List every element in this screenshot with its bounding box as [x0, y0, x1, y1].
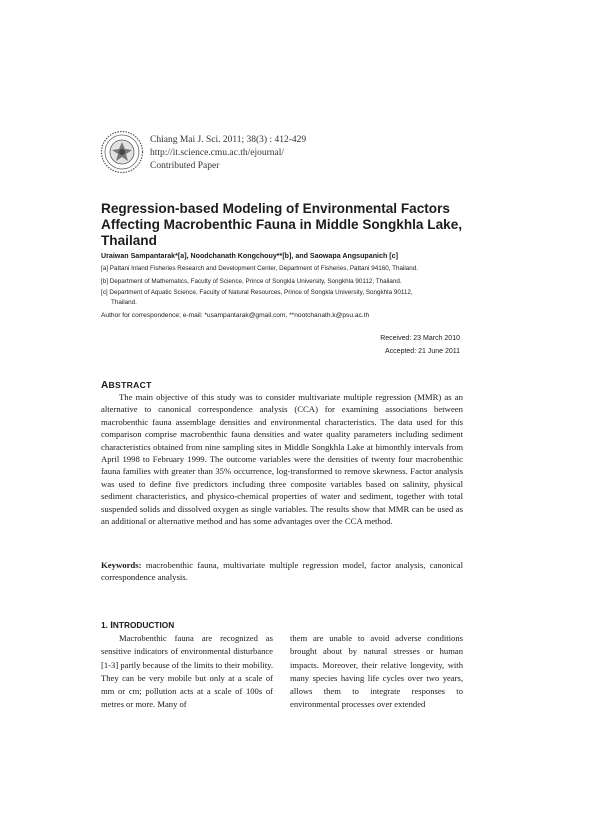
correspondence-line: Author for correspondence; e-mail: *usampantarak@gmail.com, **nootchanath.k@psu.ac.th — [101, 312, 370, 319]
affiliation-a: [a] Pattani Inland Fisheries Research and Development Center, Department of Fisheries, Pattani 94160, Thailand. — [101, 265, 419, 272]
introduction-heading — [101, 620, 174, 631]
journal-url[interactable]: http://it.science.cmu.ac.th/ejournal/ — [150, 148, 285, 158]
journal-header — [150, 134, 306, 173]
keywords-paragraph — [101, 559, 463, 584]
abstract-text: The main objective of this study was to consider multivariate multiple regression (MMR) as an alternative to canonical correspondence analysis (CCA) for examining associations between macrobenthic fauna assemblage densities and environmental characteristics. The data used for this comparison comprise macrobenthic fauna densities and water quality parameters including sediment characteristics obtained from nine sampling sites in Middle Songkhla Lake at bimonthly intervals from April 1998 to February 1999. The outcome variables were the densities of twenty four macrobenthic fauna families with greater than 35% occurrence, log-transformed to remove skewness. Factor analysis was used to define five predictors including three composite variables based on salinity, physical sediment characteristics, and physico-chemical properties of water and sediment, together with total suspended solids and dissolved oxygen as single variables. The results show that MMR can be used as an additional or alternative method and has some advantages over the CCA method. — [101, 392, 463, 527]
introduction-heading-initial: I — [110, 620, 113, 631]
introduction-number: 1. — [101, 620, 111, 630]
abstract-heading-rest: BSTRACT — [108, 380, 152, 390]
university-seal-icon — [100, 130, 144, 174]
abstract-heading-initial: A — [101, 380, 109, 391]
abstract-heading — [101, 380, 152, 391]
keywords-text: macrobenthic fauna, multivariate multiple regression model, factor analysis, canonical correspondence analysis. — [101, 560, 463, 583]
author-list: Uraiwan Sampantarak*[a], Noodchanath Kongchouy**[b], and Saowapa Angsupanich [c] — [101, 252, 398, 260]
affiliation-c-continued: Thailand. — [111, 299, 137, 306]
accepted-date: Accepted: 21 June 2011 — [385, 348, 460, 355]
paper-type: Contributed Paper — [150, 161, 220, 171]
paper-title: Regression-based Modeling of Environmental Factors Affecting Macrobenthic Fauna in Middle Songkhla Lake, Thailand — [101, 201, 463, 248]
affiliation-b: [b] Department of Mathematics, Faculty of Science, Prince of Songkla University, Songkhla 90112, Thailand. — [101, 278, 402, 285]
introduction-right-column: them are unable to avoid adverse conditions brought about by natural stresses or human impacts. Moreover, their relative longevity, with many species having life cycles over two years, allows them to integrate responses to environmental processes over extended — [290, 633, 463, 710]
keywords-label: Keywords: — [101, 560, 142, 570]
affiliation-c: [c] Department of Aquatic Science, Faculty of Natural Resources, Prince of Songkla University, Songkhla 90112, — [101, 289, 413, 296]
introduction-left-column: Macrobenthic fauna are recognized as sensitive indicators of environmental disturbance [1-3] partly because of the limits to their mobility. They can be very mobile but only at a scale of mm or cm; pollution acts at a scale of 100s of metres or more. Many of — [101, 633, 273, 710]
received-date: Received: 23 March 2010 — [380, 335, 460, 342]
introduction-heading-rest: NTRODUCTION — [112, 620, 175, 630]
journal-citation: Chiang Mai J. Sci. 2011; 38(3) : 412-429 — [150, 135, 307, 145]
